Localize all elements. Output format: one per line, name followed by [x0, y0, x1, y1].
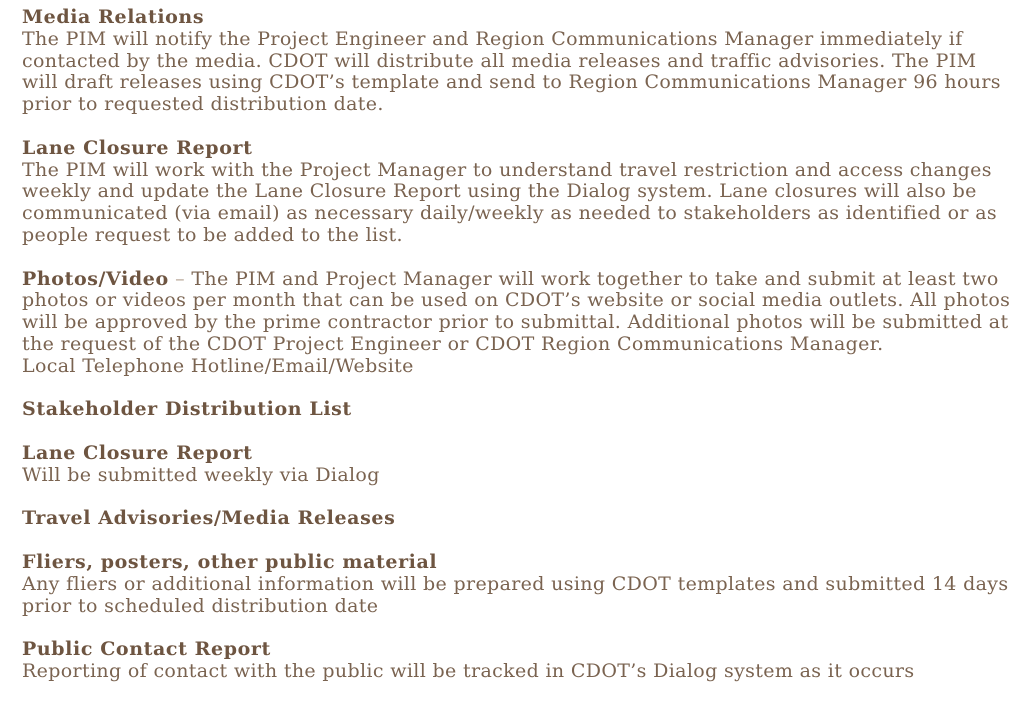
stakeholder-list-heading: Stakeholder Distribution List — [22, 398, 352, 421]
hotline-line: Local Telephone Hotline/Email/Website — [22, 354, 414, 377]
photos-video-text: The PIM and Project Manager will work together to take and submit at least two photos or videos per month that can be used on CDOT’s website or social media outlets. All photos will be approved by the prime contractor prior to submittal. Additional photos will be submitted at the request of the CDOT Project Engineer or CDOT Region Communications Manager. — [22, 267, 1011, 355]
public-contact-text: Reporting of contact with the public will be tracked in CDOT’s Dialog system as it occurs — [22, 659, 915, 682]
spacer — [22, 530, 1012, 552]
lane-closure-report-2-heading: Lane Closure Report — [22, 441, 253, 464]
section-lane-closure-report-2 — [22, 443, 1012, 487]
lane-closure-report-2-text: Will be submitted weekly via Dialog — [22, 463, 380, 486]
public-contact-heading: Public Contact Report — [22, 638, 271, 661]
photos-video-dash: – — [168, 267, 192, 290]
spacer — [22, 487, 1012, 509]
section-photos-video — [22, 269, 1012, 378]
media-relations-text: The PIM will notify the Project Engineer and Region Communications Manager immediately if contacted by the media. CDOT will distribute all media releases and traffic advisories. The PIM will draft releases using CDOT’s template and send to Region Communications Manager 96 hours prior to requested distribution date. — [22, 27, 1001, 116]
photos-video-paragraph — [22, 269, 1012, 356]
fliers-heading: Fliers, posters, other public material — [22, 550, 438, 573]
fliers-text: Any fliers or additional information will be prepared using CDOT templates and submitted 14 days prior to scheduled distribution date — [22, 572, 1009, 617]
lane-closure-report-text: The PIM will work with the Project Manager to understand travel restriction and access changes weekly and update the Lane Closure Report using the Dialog system. Lane closures will also be communicated (via email) as necessary daily/weekly as needed to stakeholders as identified or as people request to be added to the list. — [22, 158, 997, 246]
lane-closure-report-heading: Lane Closure Report — [22, 136, 253, 159]
section-public-contact — [22, 639, 1012, 683]
section-travel-advisories — [22, 508, 1012, 530]
photos-video-heading: Photos/Video — [22, 267, 169, 290]
spacer — [22, 247, 1012, 269]
document-body — [22, 7, 1012, 683]
spacer — [22, 116, 1012, 138]
spacer — [22, 617, 1012, 639]
media-relations-heading: Media Relations — [22, 6, 205, 28]
spacer — [22, 421, 1012, 443]
section-lane-closure-report — [22, 138, 1012, 247]
section-fliers — [22, 552, 1012, 617]
travel-advisories-heading: Travel Advisories/Media Releases — [22, 507, 396, 530]
spacer — [22, 378, 1012, 400]
section-media-relations — [22, 7, 1012, 116]
section-stakeholder-list — [22, 399, 1012, 421]
